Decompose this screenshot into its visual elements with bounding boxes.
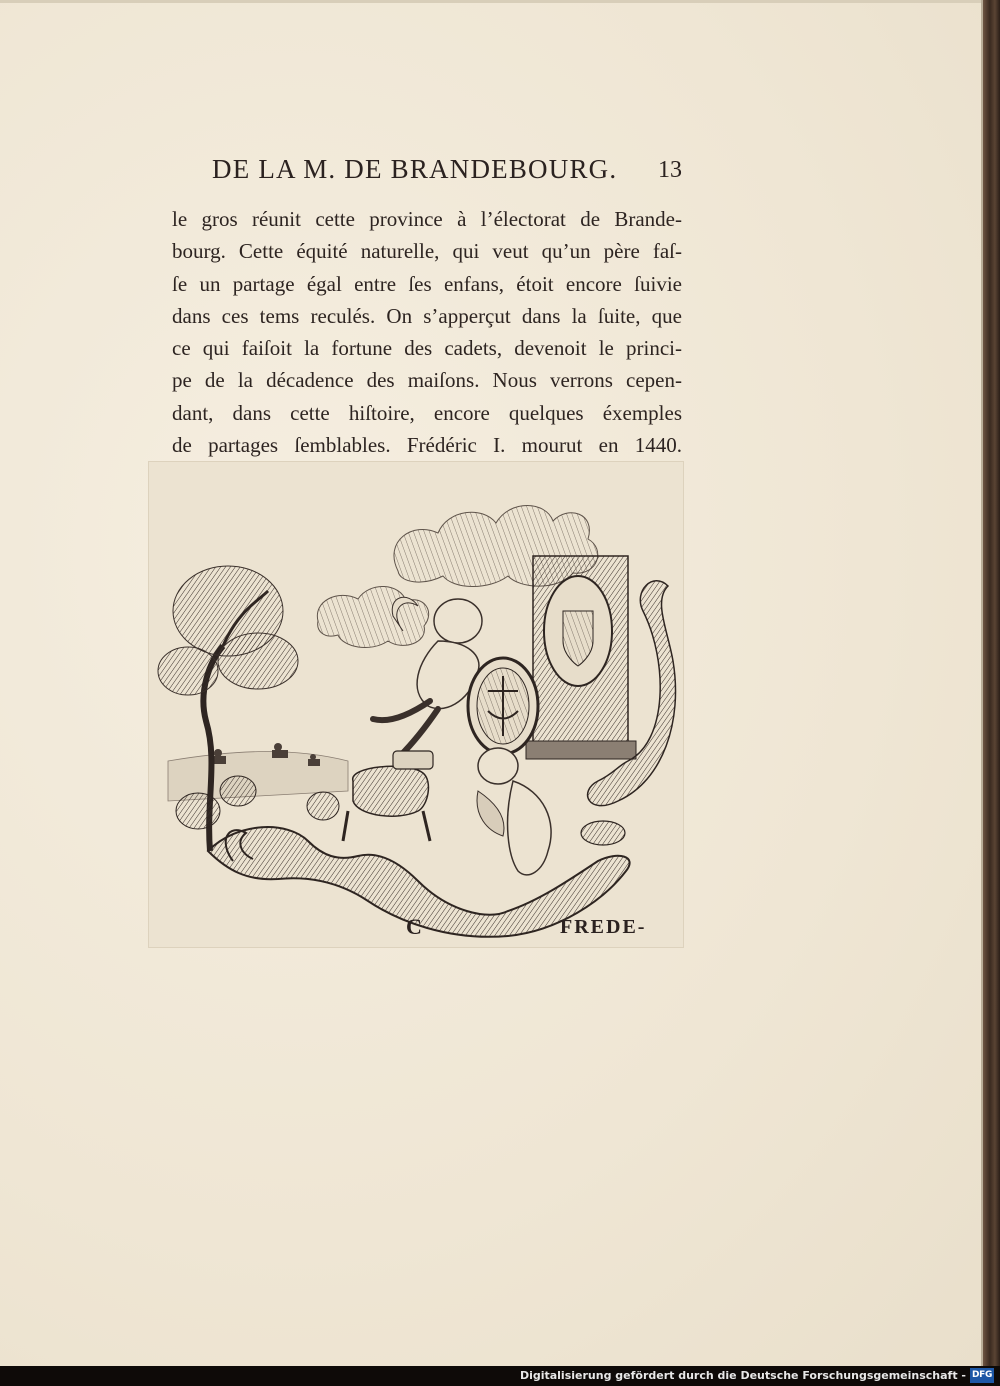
footer-bar: [0, 1366, 1000, 1386]
text-line: ce qui faiſoit la fortune des cadets, devenoit le princi-: [172, 336, 682, 361]
monument: [526, 556, 636, 759]
digitization-credit: Digitalisierung gefördert durch die Deutsche Forschungsgemeinschaft -: [519, 1369, 966, 1382]
text-line: pe de la décadence des maiſons. Nous verrons cepen-: [172, 368, 682, 393]
page-top-edge: [0, 0, 981, 3]
signature-mark: C: [406, 914, 422, 939]
catchword: FREDE-: [560, 916, 647, 938]
text-line: bourg. Cette équité naturelle, qui veut qu’un père faſ-: [172, 239, 682, 264]
page-number: 13: [658, 157, 682, 183]
engraved-vignette-icon: [148, 461, 684, 948]
text-line: le gros réunit cette province à l’électorat de Brande-: [172, 207, 682, 231]
running-head: [212, 152, 682, 192]
book-binding-edge: [983, 0, 1000, 1366]
text-line: de partages ſemblables. Frédéric I. mourut en 1440.: [172, 433, 682, 458]
shield: [468, 658, 538, 754]
running-title: DE LA M. DE BRANDEBOURG.: [212, 154, 618, 184]
body-text: [172, 203, 682, 461]
dfg-logo-icon: DFG: [970, 1368, 994, 1383]
crown-cushion: [343, 751, 433, 841]
text-line: dant, dans cette hiſtoire, encore quelques éxemples: [172, 400, 682, 425]
vignette-drawing: [148, 461, 684, 948]
text-line: ſe un partage égal entre ſes enfans, étoit encore ſuivie: [172, 271, 682, 296]
cherub-lower: [477, 748, 551, 875]
text-line: dans ces tems reculés. On s’apperçut dans la ſuite, que: [172, 303, 682, 328]
shell: [581, 821, 625, 845]
